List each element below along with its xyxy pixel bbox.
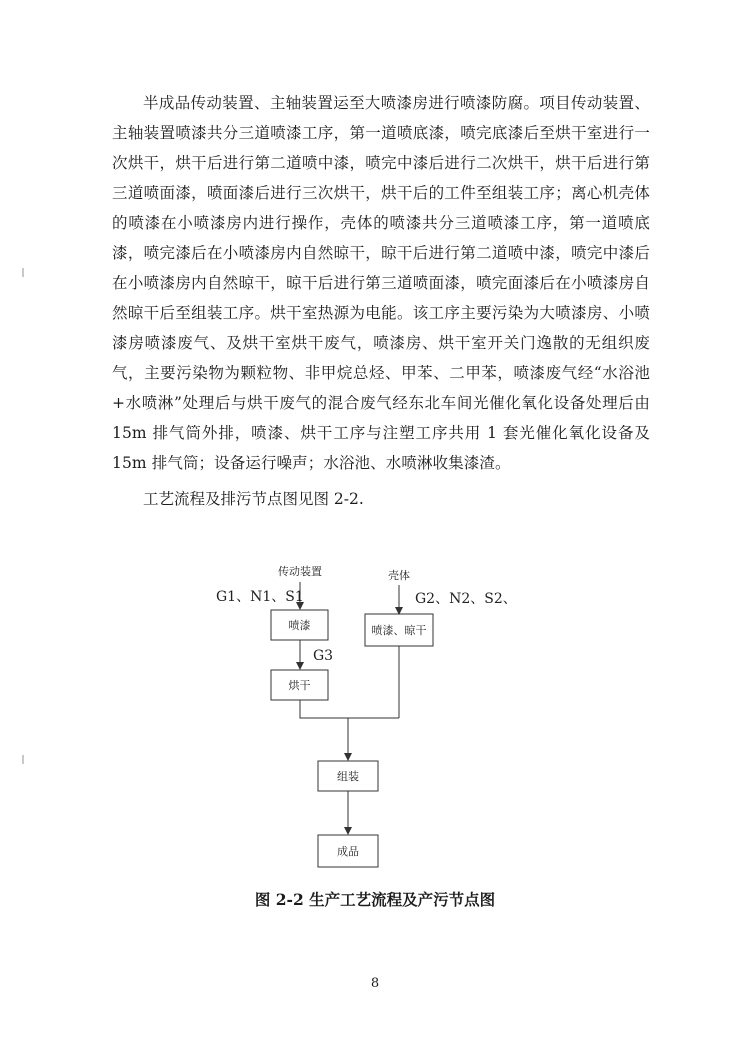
connector-bake-to-merge	[300, 700, 399, 718]
box-spray-label: 喷漆	[288, 619, 311, 632]
box-assembly-label: 组装	[337, 770, 359, 783]
figure-reference-text: 工艺流程及排污节点图见图 2-2.	[143, 490, 364, 508]
box-bake-label: 烘干	[288, 679, 311, 692]
label-nodes-right: G2、N2、S2、	[415, 591, 517, 607]
label-shell: 壳体	[388, 569, 410, 582]
scan-margin-mark	[22, 755, 24, 764]
label-transmission-device: 传动装置	[278, 565, 322, 578]
label-nodes-left: G1、N1、S1	[216, 589, 304, 605]
box-product-label: 成品	[337, 845, 359, 858]
page-number: 8	[370, 976, 380, 991]
figure-caption: 图 2-2 生产工艺流程及产污节点图	[254, 890, 496, 909]
scan-margin-mark	[22, 268, 24, 277]
label-node-g3: G3	[313, 648, 334, 664]
body-paragraph: 半成品传动装置、主轴装置运至大喷漆房进行喷漆防腐。项目传动装置、主轴装置喷漆共分三道喷漆工序，第一道喷底漆，喷完底漆后至烘干室进行一次烘干，烘干后进行第二道喷中漆，喷完中漆后进行二次烘干，烘干后进行第三道喷面漆，喷面漆后进行三次烘干，烘干后的工件至组装工序；离心机壳体的喷漆在小喷漆房内进行操作，壳体的喷漆共分三道喷漆工序，第一道喷底漆，喷完漆后在小喷漆房内自然晾干，晾干后进行第二道喷中漆，喷完中漆后在小喷漆房内自然晾干，晾干后进行第三道喷面漆，喷完面漆后在小喷漆房自然晾干后至组装工序。烘干室热源为电能。该工序主要污染为大喷漆房、小喷漆房喷漆废气、及烘干室烘干废气，喷漆房、烘干室开关门逸散的无组织废气，主要污染物为颗粒物、非甲烷总烃、甲苯、二甲苯，喷漆废气经“水浴池+水喷淋”处理后与烘干废气的混合废气经东北车间光催化氧化设备处理后由 15m 排气筒外排，喷漆、烘干工序与注塑工序共用 1 套光催化氧化设备及 15m 排气筒；设备运行噪声；水浴池、水喷淋收集漆渣。	[112, 94, 650, 472]
box-spray-dry-label: 喷漆、晾干	[371, 624, 427, 637]
